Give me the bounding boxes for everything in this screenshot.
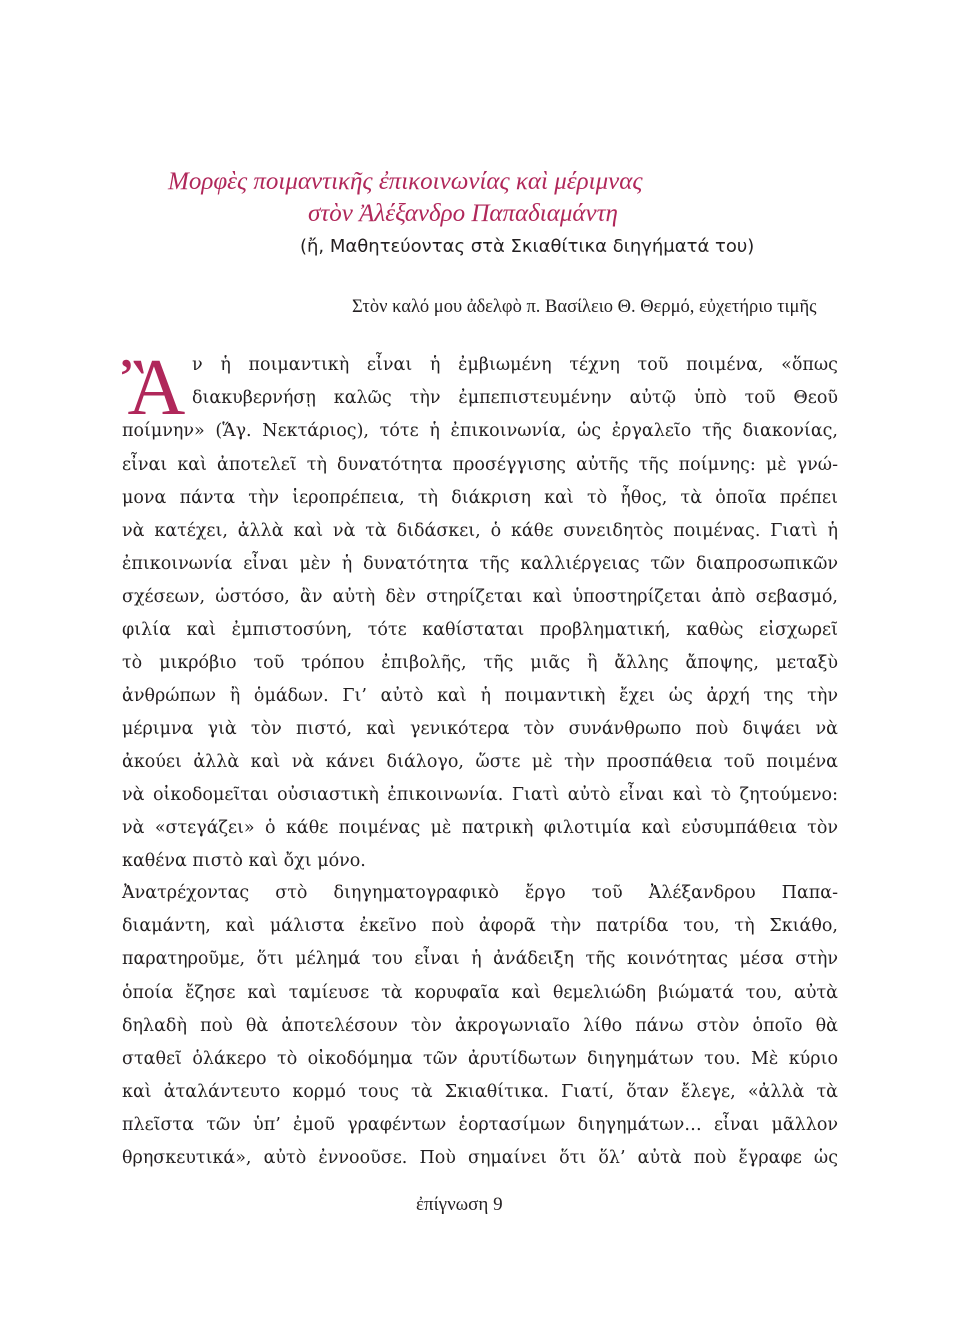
text-line: εἶναι καὶ ἀποτελεῖ τὴ δυνατότητα προσέγγισης αὐτῆς τῆς ποίμνης: μὲ γνώ- bbox=[122, 455, 838, 475]
title-line-1: Μορφὲς ποιμαντικῆς ἐπικοινωνίας καὶ μέριμνας bbox=[168, 168, 643, 195]
text-line: σχέσεων, ὡστόσο, ἂν αὐτὴ δὲν στηρίζεται καὶ ὑποστηρίζεται ἀπὸ σεβασμό, bbox=[122, 587, 838, 607]
text-line: διαμάντη, καὶ μάλιστα ἐκεῖνο ποὺ ἀφορᾶ τὴν πατρίδα του, τὴ Σκιάθο, bbox=[122, 916, 838, 936]
text-line: ἀνθρώπων ἢ ὁμάδων. Γι’ αὐτὸ καὶ ἡ ποιμαντικὴ ἔχει ὡς ἀρχή της τὴν bbox=[122, 686, 838, 706]
drop-cap: Ἂ bbox=[122, 344, 186, 432]
text-line: τὸ μικρόβιο τοῦ τρόπου ἐπιβολῆς, τῆς μιᾶς ἢ ἄλλης ἄποψης, μεταξὺ bbox=[122, 653, 838, 673]
text-line: πλεῖστα τῶν ὑπ’ ἐμοῦ γραφέντων ἑορτασίμων διηγημάτων… εἶναι μᾶλλον bbox=[122, 1115, 838, 1135]
text-line: δηλαδὴ ποὺ θὰ ἀποτελέσουν τὸν ἀκρογωνιαῖο λίθο πάνω στὸν ὁποῖο θὰ bbox=[122, 1016, 838, 1036]
text-line: ὁποία ἔζησε καὶ ταμίευσε τὰ κορυφαῖα καὶ θεμελιώδη βιώματά του, αὐτὰ bbox=[122, 983, 838, 1003]
text-line: διακυβερνήσῃ καλῶς τὴν ἐμπεπιστευμένην αὐτῷ ὑπὸ τοῦ Θεοῦ bbox=[192, 388, 838, 408]
text-line: νὰ οἰκοδομεῖται οὐσιαστικὴ ἐπικοινωνία. Γιατὶ αὐτὸ εἶναι καὶ τὸ ζητούμενο: bbox=[122, 785, 838, 805]
text-line: ν ἡ ποιμαντικὴ εἶναι ἡ ἐμβιωμένη τέχνη τοῦ ποιμένα, «ὅπως bbox=[192, 355, 838, 375]
text-line: φιλία καὶ ἐμπιστοσύνη, τότε καθίσταται προβληματική, καθὼς εἰσχωρεῖ bbox=[122, 620, 838, 640]
article-subtitle: (ἤ, Μαθητεύοντας στὰ Σκιαθίτικα διηγήματά του) bbox=[300, 236, 755, 257]
text-line: παρατηροῦμε, ὅτι μέλημά του εἶναι ἡ ἀνάδειξη τῆς κοινότητας μέσα στὴν bbox=[122, 949, 838, 969]
text-line: καὶ ἀταλάντευτο κορμό τους τὰ Σκιαθίτικα. Γιατί, ὅταν ἔλεγε, «ἀλλὰ τὰ bbox=[122, 1082, 838, 1102]
text-line: ἀκούει ἀλλὰ καὶ νὰ κάνει διάλογο, ὥστε μὲ τὴν προσπάθεια τοῦ ποιμένα bbox=[122, 752, 838, 772]
text-line: νὰ «στεγάζει» ὁ κάθε ποιμένας μὲ πατρικὴ φιλοτιμία καὶ εὐσυμπάθεια τὸν bbox=[122, 818, 838, 838]
text-line: ποίμνην» (Ἅγ. Νεκτάριος), τότε ἡ ἐπικοινωνία, ὡς ἐργαλεῖο τῆς διακονίας, bbox=[122, 421, 838, 441]
text-line: σταθεῖ ὁλάκερο τὸ οἰκοδόμημα τῶν ἀρυτίδωτων διηγημάτων του. Μὲ κύριο bbox=[122, 1049, 838, 1069]
page-number: ἐπίγνωση 9 bbox=[416, 1194, 503, 1215]
text-line: Ἀνατρέχοντας στὸ διηγηματογραφικὸ ἔργο τοῦ Ἀλέξανδρου Παπα- bbox=[122, 883, 838, 903]
text-line: μέριμνα γιὰ τὸν πιστό, καὶ γενικότερα τὸν συνάνθρωπο ποὺ διψάει νὰ bbox=[122, 719, 838, 739]
text-line: θρησκευτικά», αὐτὸ ἐννοοῦσε. Ποὺ σημαίνει ὅτι ὅλ’ αὐτὰ ποὺ ἔγραφε ὡς bbox=[122, 1148, 838, 1168]
dedication: Στὸν καλό μου ἀδελφὸ π. Βασίλειο Θ. Θερμό, εὐχετήριο τιμῆς bbox=[352, 297, 817, 317]
text-line: νὰ κατέχει, ἀλλὰ καὶ νὰ τὰ διδάσκει, ὁ κάθε συνειδητὸς ποιμένας. Γιατὶ ἡ bbox=[122, 521, 838, 541]
text-line: καθένα πιστὸ καὶ ὄχι μόνο. bbox=[122, 851, 366, 871]
text-line: ἐπικοινωνία εἶναι μὲν ἡ δυνατότητα τῆς καλλιέργειας τῶν διαπροσωπικῶν bbox=[122, 554, 838, 574]
title-line-2: στὸν Ἀλέξανδρο Παπαδιαμάντη bbox=[308, 200, 618, 227]
text-line: μονα πάντα τὴν ἱεροπρέπεια, τὴ διάκριση καὶ τὸ ἦθος, τὰ ὁποῖα πρέπει bbox=[122, 488, 838, 508]
